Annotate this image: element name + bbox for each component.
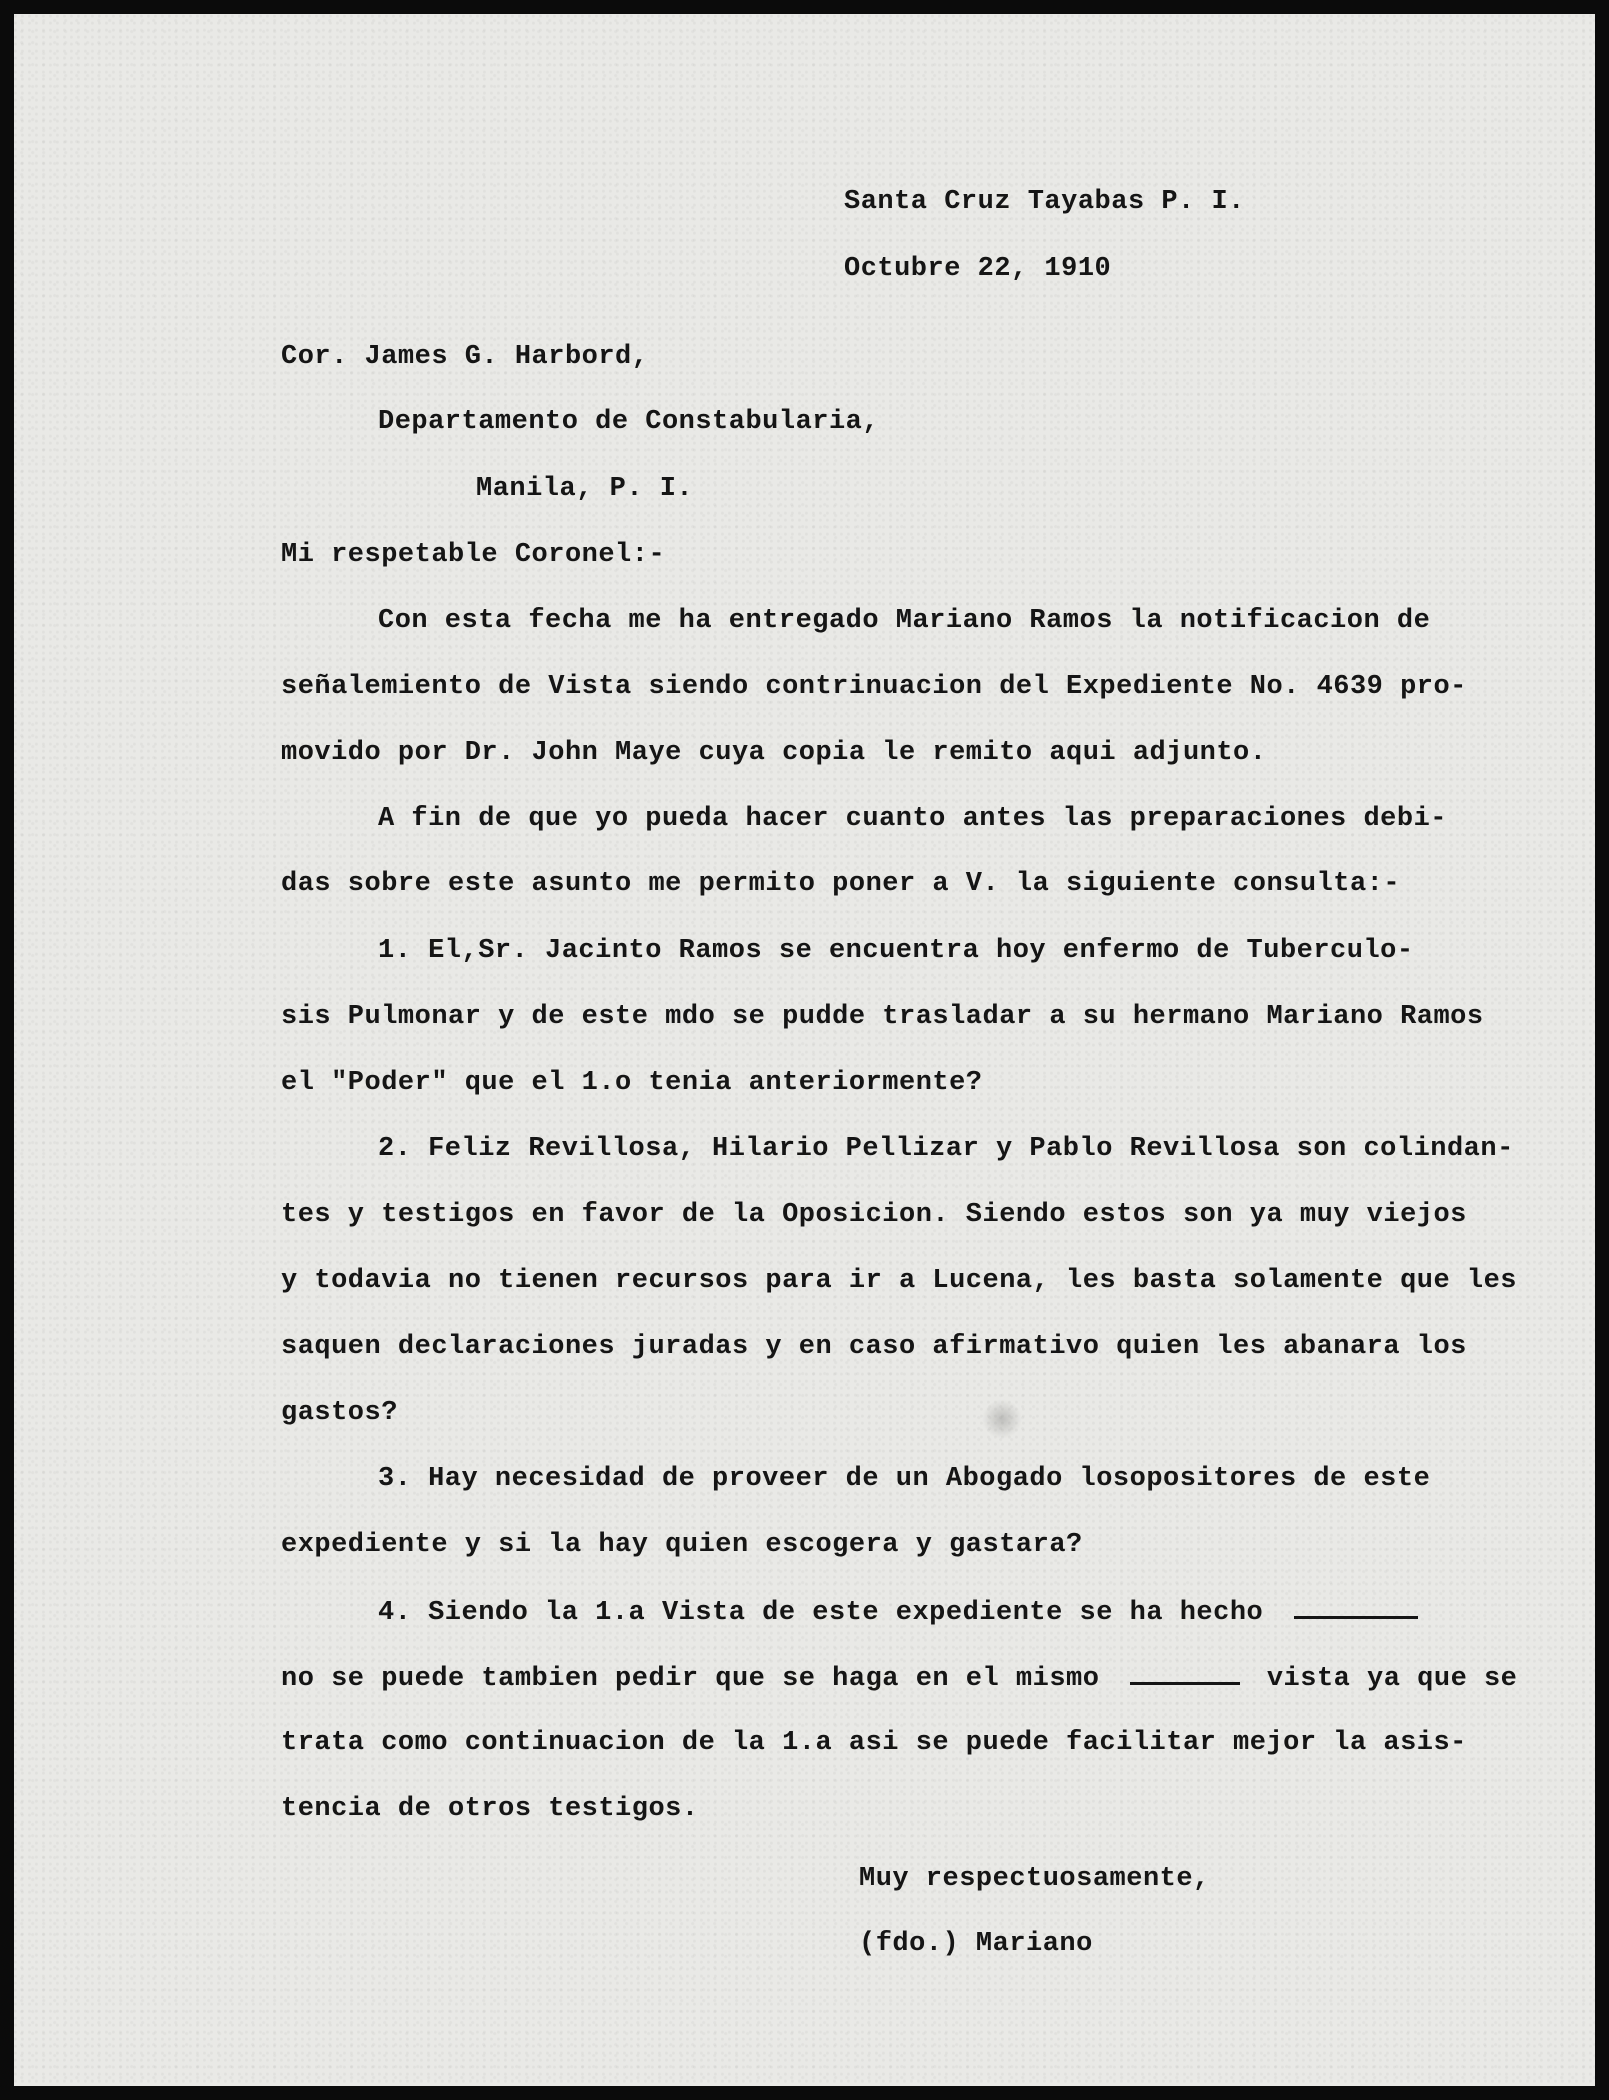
recipient-city: Manila, P. I. [476, 474, 694, 504]
signature: (fdo.) Mariano [859, 1929, 1093, 1959]
letter-place: Santa Cruz Tayabas P. I. [844, 187, 1245, 217]
item-2-line-2: tes y testigos en favor de la Oposicion. Siendo estos son ya muy viejos [281, 1200, 1467, 1230]
letter-date: Octubre 22, 1910 [844, 254, 1112, 284]
item-3-line-1: 3. Hay necesidad de proveer de un Abogado losopositores de este [378, 1464, 1431, 1494]
closing: Muy respectuosamente, [859, 1864, 1210, 1894]
item-4-line-2-text-a: no se puede tambien pedir que se haga en el mismo [281, 1664, 1100, 1694]
item-4-line-3: trata como continuacion de la 1.a asi se puede facilitar mejor la asis- [281, 1728, 1467, 1758]
item-4-line-2 [281, 1662, 1517, 1694]
item-2-line-3: y todavia no tienen recursos para ir a Lucena, les basta solamente que les [281, 1266, 1517, 1296]
item-4-line-1-text: 4. Siendo la 1.a Vista de este expediente se ha hecho [378, 1598, 1264, 1628]
item-1-line-1: 1. El,Sr. Jacinto Ramos se encuentra hoy enfermo de Tuberculo- [378, 936, 1414, 966]
item-2-line-5: gastos? [281, 1398, 398, 1428]
item-4-line-2-text-b: vista ya que se [1266, 1664, 1518, 1694]
item-4-line-4: tencia de otros testigos. [281, 1794, 699, 1824]
salutation: Mi respetable Coronel:- [281, 540, 666, 570]
recipient-name: Cor. James G. Harbord, [281, 342, 649, 372]
blank-line-2 [1130, 1662, 1240, 1685]
blank-line-1 [1294, 1596, 1418, 1619]
item-4-line-1 [378, 1596, 1418, 1628]
item-3-line-2: expediente y si la hay quien escogera y gastara? [281, 1530, 1083, 1560]
paragraph-1-line-1: Con esta fecha me ha entregado Mariano Ramos la notificacion de [378, 606, 1431, 636]
item-2-line-1: 2. Feliz Revillosa, Hilario Pellizar y Pablo Revillosa son colindan- [378, 1134, 1514, 1164]
item-2-line-4: saquen declaraciones juradas y en caso afirmativo quien les abanara los [281, 1332, 1467, 1362]
item-1-line-2: sis Pulmonar y de este mdo se pudde trasladar a su hermano Mariano Ramos [281, 1002, 1484, 1032]
paragraph-1-line-2: señalemiento de Vista siendo contrinuacion del Expediente No. 4639 pro- [281, 672, 1467, 702]
item-1-line-3: el "Poder" que el 1.o tenia anteriormente? [281, 1068, 983, 1098]
paragraph-1-line-3: movido por Dr. John Maye cuya copia le remito aqui adjunto. [281, 738, 1267, 768]
ink-stain [982, 1399, 1022, 1439]
paragraph-2-line-2: das sobre este asunto me permito poner a V. la siguiente consulta:- [281, 869, 1401, 899]
letter-page [14, 14, 1595, 2086]
paragraph-2-line-1: A fin de que yo pueda hacer cuanto antes las preparaciones debi- [378, 804, 1447, 834]
recipient-department: Departamento de Constabularia, [378, 407, 880, 437]
